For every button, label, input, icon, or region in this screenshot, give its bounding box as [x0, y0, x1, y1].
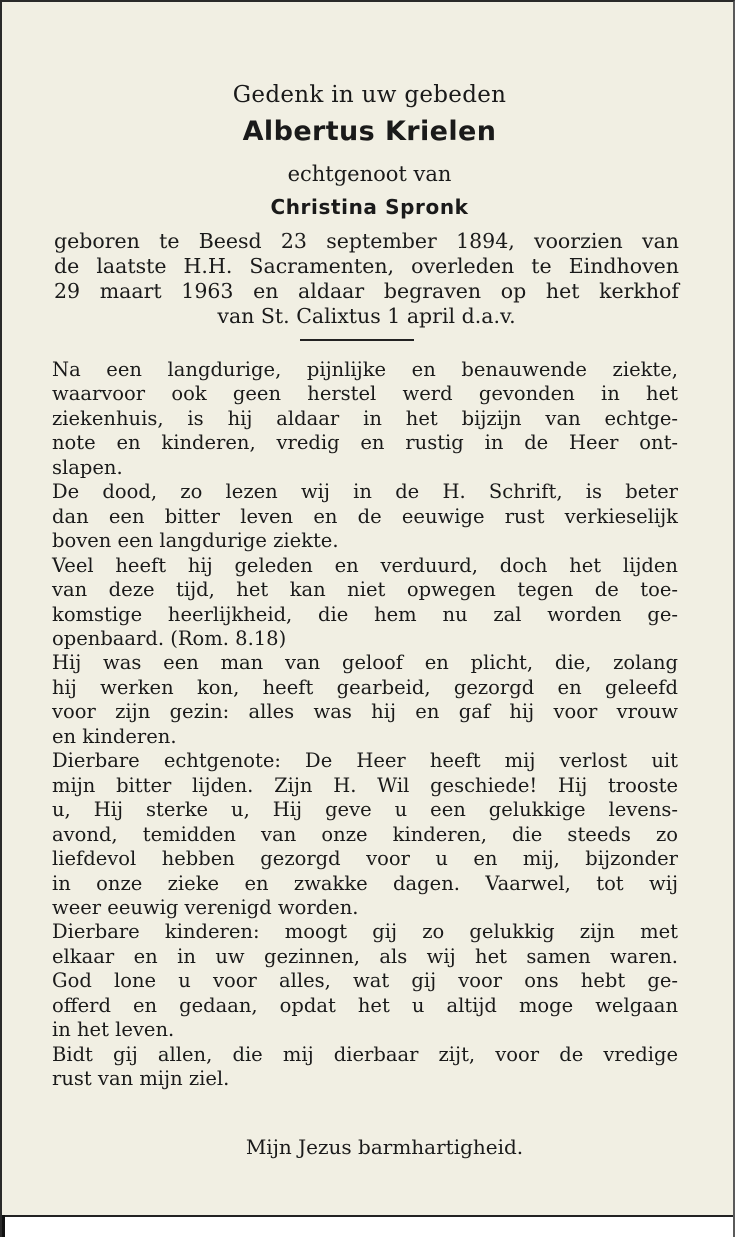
- body-line: mijn bitter lijden. Zijn H. Wil geschiede! Hij trooste: [52, 773, 678, 797]
- closing-prayer: Mijn Jezus barmhartigheid.: [245, 1135, 524, 1159]
- spouse-intro: echtgenoot van: [287, 162, 452, 186]
- body-line: Bidt gij allen, die mij dierbaar zijt, voor de vredige: [52, 1042, 678, 1066]
- body-line: Dierbare echtgenote: De Heer heeft mij verlost uit: [52, 749, 678, 773]
- deceased-name: Albertus Krielen: [242, 116, 497, 147]
- body-line: note en kinderen, vredig en rustig in de Heer ont-: [52, 431, 678, 455]
- meditation-text: [52, 358, 678, 1092]
- body-line: liefdevol hebben gezorgd voor u en mij, bijzonder: [52, 847, 678, 871]
- section-divider: [300, 339, 414, 341]
- body-line: avond, temidden van onze kinderen, die steeds zo: [52, 822, 678, 846]
- body-line: hij werken kon, heeft gearbeid, gezorgd en geleefd: [52, 675, 678, 699]
- card-bottom-edge: [2, 1215, 735, 1237]
- body-line: Na een langdurige, pijnlijke en benauwende ziekte,: [52, 358, 678, 381]
- biography-block: [54, 229, 679, 329]
- body-line: weer eeuwig verenigd worden.: [52, 895, 359, 919]
- body-line: Dierbare kinderen: moogt gij zo gelukkig zijn met: [52, 920, 678, 944]
- body-line: van deze tijd, het kan niet opwegen tegen de toe-: [52, 578, 678, 602]
- biography-line: van St. Calixtus 1 april d.a.v.: [217, 304, 516, 328]
- body-line: God lone u voor alles, wat gij voor ons hebt ge-: [52, 969, 678, 993]
- biography-line: 29 maart 1963 en aldaar begraven op het kerkhof: [54, 279, 679, 303]
- biography-line: geboren te Beesd 23 september 1894, voorzien van: [54, 229, 679, 253]
- body-line: komstige heerlijkheid, die hem nu zal worden ge-: [52, 602, 678, 626]
- body-line: voor zijn gezin: alles was hij en gaf hij voor vrouw: [52, 700, 678, 724]
- body-line: dan een bitter leven en de eeuwige rust verkieselijk: [52, 504, 678, 528]
- body-line: Veel heeft hij geleden en verduurd, doch het lijden: [52, 553, 678, 577]
- body-line: boven een langdurige ziekte.: [52, 529, 339, 553]
- body-line: in onze zieke en zwakke dagen. Vaarwel, tot wij: [52, 871, 678, 895]
- body-line: Hij was een man van geloof en plicht, die, zolang: [52, 651, 678, 675]
- prayer-heading: Gedenk in uw gebeden: [232, 82, 507, 108]
- body-line: ziekenhuis, is hij aldaar in het bijzijn van echtge-: [52, 406, 678, 430]
- biography-line: de laatste H.H. Sacramenten, overleden te Eindhoven: [54, 254, 679, 278]
- body-line: en kinderen.: [52, 724, 177, 748]
- body-line: slapen.: [52, 455, 123, 479]
- body-line: waarvoor ook geen herstel werd gevonden in het: [52, 382, 678, 406]
- body-line: u, Hij sterke u, Hij geve u een gelukkige levens-: [52, 798, 678, 822]
- body-line: rust van mijn ziel.: [52, 1067, 230, 1091]
- body-line: in het leven.: [52, 1018, 175, 1042]
- body-line: openbaard. (Rom. 8.18): [52, 626, 287, 650]
- spouse-name: Christina Spronk: [270, 195, 469, 219]
- body-line: offerd en gedaan, opdat het u altijd moge welgaan: [52, 993, 678, 1017]
- body-line: De dood, zo lezen wij in de H. Schrift, is beter: [52, 480, 678, 504]
- body-line: elkaar en in uw gezinnen, als wij het samen waren.: [52, 944, 678, 968]
- card-corner-mark: [2, 1215, 5, 1237]
